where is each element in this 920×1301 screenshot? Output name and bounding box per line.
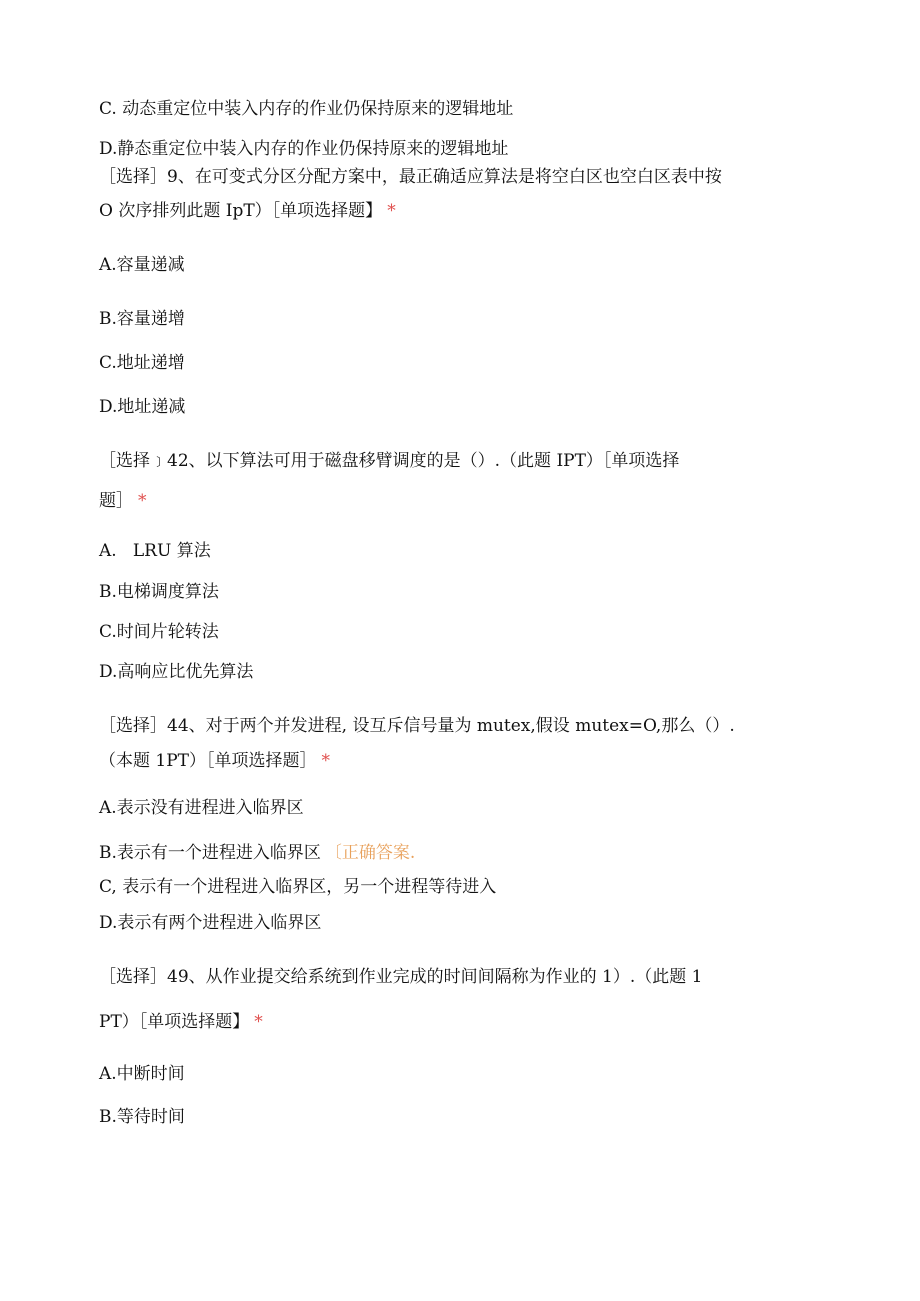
required-star-icon: * <box>387 201 396 221</box>
required-star-icon: * <box>321 751 330 771</box>
question-text: O 次序排列此题 IpT）［单项选择题】 <box>99 201 383 221</box>
option-c-q44 <box>99 876 496 898</box>
option-text: B.等待时间 <box>99 1107 185 1127</box>
option-text: D.地址递减 <box>99 397 186 417</box>
option-text: B.容量递增 <box>99 309 185 329</box>
required-star-icon: * <box>138 491 147 511</box>
correct-answer-marker: 〔正确答案. <box>324 843 416 863</box>
option-b-q9 <box>99 308 185 330</box>
option-b-q42 <box>99 581 219 603</box>
option-text: C. 动态重定位中装入内存的作业仍保持原来的逻辑地址 <box>99 99 514 119</box>
option-d-q9 <box>99 396 185 418</box>
option-text: D.静态重定位中装入内存的作业仍保持原来的逻辑地址 <box>99 139 509 159</box>
question-42-line-2 <box>99 490 147 512</box>
option-text: D.高响应比优先算法 <box>99 662 254 682</box>
question-49-line-2 <box>99 1011 263 1033</box>
question-text: ［选择］9、在可变式分区分配方案中，最正确适应算法是将空白区也空白区表中按 <box>99 167 722 187</box>
question-9-line-1 <box>99 166 722 188</box>
question-text: ［选择﹞42、以下算法可用于磁盘移臂调度的是（）.（此题 IPT）［单项选择 <box>99 451 680 471</box>
option-text: D.表示有两个进程进入临界区 <box>99 913 322 933</box>
option-d-q44 <box>99 912 321 934</box>
option-d-q8 <box>99 138 508 160</box>
question-49-line-1 <box>99 966 702 988</box>
option-b-q44 <box>99 842 415 864</box>
question-text: ［选择］49、从作业提交给系统到作业完成的时间间隔称为作业的 1）.（此题 1 <box>99 967 703 987</box>
option-text: A.中断时间 <box>99 1064 185 1084</box>
option-text: B.表示有一个进程进入临界区 <box>99 843 321 863</box>
option-a-q49 <box>99 1063 185 1085</box>
option-text: C.地址递增 <box>99 353 185 373</box>
option-text: A.表示没有进程进入临界区 <box>99 798 304 818</box>
option-a-q44 <box>99 797 304 819</box>
option-text: C, 表示有一个进程进入临界区，另一个进程等待进入 <box>99 877 497 897</box>
question-42-line-1 <box>99 450 679 472</box>
option-b-q49 <box>99 1106 185 1128</box>
question-9-line-2 <box>99 200 396 222</box>
option-c-q9 <box>99 352 185 374</box>
option-a-q42 <box>99 540 211 562</box>
question-44-line-1 <box>99 715 735 737</box>
option-c-q8 <box>99 98 513 120</box>
question-44-line-2 <box>99 750 330 772</box>
question-text: ［选择］44、对于两个并发进程, 设互斥信号量为 mutex,假设 mutex=O,那么（）. <box>99 716 735 736</box>
option-text: A. LRU 算法 <box>99 541 211 561</box>
required-star-icon: * <box>254 1012 263 1032</box>
option-text: B.电梯调度算法 <box>99 582 219 602</box>
option-c-q42 <box>99 621 219 643</box>
question-text: PT）［单项选择题】 <box>99 1012 250 1032</box>
option-d-q42 <box>99 661 253 683</box>
option-text: A.容量递减 <box>99 255 185 275</box>
option-a-q9 <box>99 254 185 276</box>
option-text: C.时间片轮转法 <box>99 622 219 642</box>
question-text: 题］ <box>99 491 133 511</box>
question-text: （本题 1PT）［单项选择题］ <box>99 751 317 771</box>
